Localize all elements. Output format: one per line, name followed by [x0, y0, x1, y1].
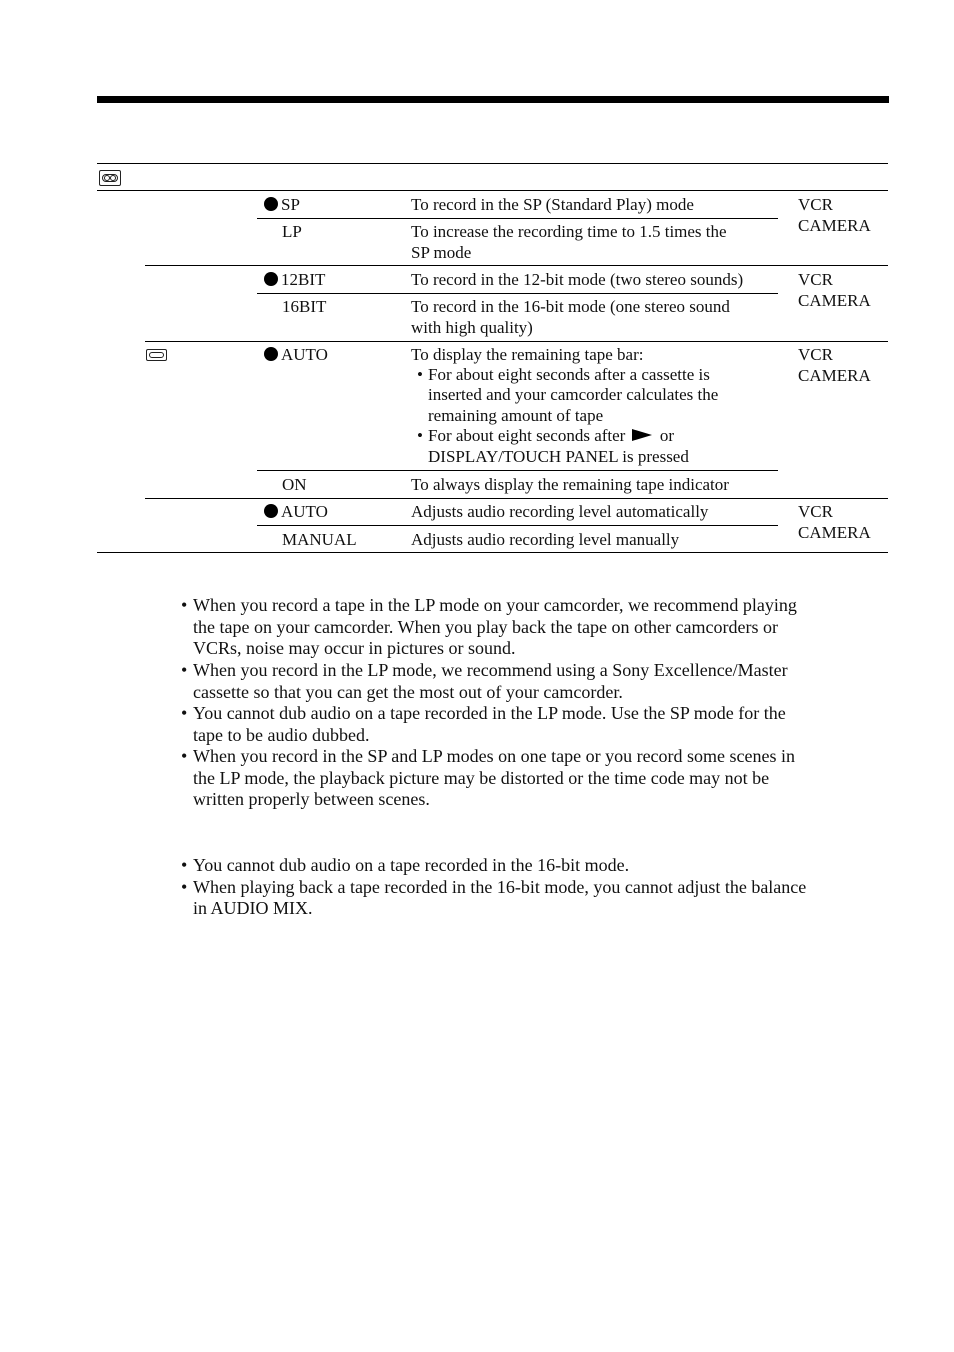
- cassette-icon: [146, 349, 167, 361]
- mode-label: CAMERA: [798, 291, 871, 310]
- option-label: AUTO: [281, 345, 328, 364]
- play-arrow-icon: [632, 429, 652, 441]
- note-line: tape to be audio dubbed.: [193, 725, 370, 745]
- cassette-icon: [99, 170, 121, 186]
- sub-bullet-text: [428, 426, 674, 447]
- option-16bit: 16BIT: [282, 297, 327, 316]
- table-bottom-rule: [97, 552, 888, 553]
- option-desc: To display the remaining tape bar:: [411, 345, 644, 364]
- note-bullet-char: •: [181, 660, 188, 680]
- mode-label: VCR: [798, 502, 833, 521]
- option-desc: To increase the recording time to 1.5 times the: [411, 222, 727, 241]
- option-desc: To always display the remaining tape indicator: [411, 475, 729, 494]
- top-rule: [97, 96, 889, 103]
- option-desc: To record in the 16-bit mode (one stereo sound: [411, 297, 730, 316]
- option-label: AUTO: [281, 502, 328, 521]
- table-rule: [145, 341, 888, 342]
- note-bullet-char: •: [181, 746, 188, 766]
- mode-label: CAMERA: [798, 523, 871, 542]
- sub-bullet-text: DISPLAY/TOUCH PANEL is pressed: [428, 447, 689, 466]
- note-line: You cannot dub audio on a tape recorded in the 16-bit mode.: [193, 855, 630, 875]
- option-auto-audio: [264, 501, 328, 522]
- option-desc: with high quality): [411, 318, 533, 337]
- note-line: You cannot dub audio on a tape recorded in the LP mode. Use the SP mode for the: [193, 703, 786, 723]
- option-label: 12BIT: [281, 270, 326, 289]
- mode-label: VCR: [798, 195, 833, 214]
- sub-bullet-part: For about eight seconds after: [428, 426, 626, 445]
- table-top-rule: [97, 163, 888, 164]
- table-rule: [257, 470, 778, 471]
- option-auto-remain: [264, 344, 328, 365]
- sub-bullet-char: •: [417, 426, 423, 445]
- note-bullet-char: •: [181, 703, 188, 723]
- sub-bullet-part: or: [659, 426, 675, 445]
- note-line: in AUDIO MIX.: [193, 898, 313, 918]
- default-marker-icon: [264, 347, 278, 361]
- mode-label: VCR: [798, 270, 833, 289]
- mode-label: CAMERA: [798, 366, 871, 385]
- option-label: SP: [281, 195, 300, 214]
- note-line: When you record a tape in the LP mode on your camcorder, we recommend playing: [193, 595, 797, 615]
- note-line: the tape on your camcorder. When you play back the tape on other camcorders or: [193, 617, 778, 637]
- option-12bit: [264, 269, 325, 290]
- option-desc: Adjusts audio recording level manually: [411, 530, 680, 549]
- note-line: VCRs, noise may occur in pictures or sound.: [193, 638, 516, 658]
- option-sp: [264, 194, 300, 215]
- option-desc: Adjusts audio recording level automatically: [411, 502, 709, 521]
- option-manual: MANUAL: [282, 530, 357, 549]
- mode-label: CAMERA: [798, 216, 871, 235]
- sub-bullet-text: remaining amount of tape: [428, 406, 604, 425]
- mode-label: VCR: [798, 345, 833, 364]
- table-rule: [257, 218, 778, 219]
- table-rule: [257, 293, 778, 294]
- sub-bullet-text: For about eight seconds after a cassette is: [428, 365, 710, 384]
- default-marker-icon: [264, 272, 278, 286]
- default-marker-icon: [264, 197, 278, 211]
- option-on: ON: [282, 475, 307, 494]
- option-desc: To record in the SP (Standard Play) mode: [411, 195, 694, 214]
- note-line: written properly between scenes.: [193, 789, 430, 809]
- note-line: the LP mode, the playback picture may be distorted or the time code may not be: [193, 768, 770, 788]
- note-line: When you record in the LP mode, we recommend using a Sony Excellence/Master: [193, 660, 788, 680]
- option-desc: SP mode: [411, 243, 472, 262]
- note-bullet-char: •: [181, 877, 188, 897]
- note-line: cassette so that you can get the most out of your camcorder.: [193, 682, 623, 702]
- note-bullet-char: •: [181, 855, 188, 875]
- table-rule: [97, 190, 888, 191]
- option-lp: LP: [282, 222, 302, 241]
- table-rule: [145, 498, 888, 499]
- table-rule: [145, 265, 888, 266]
- default-marker-icon: [264, 504, 278, 518]
- option-desc: To record in the 12-bit mode (two stereo sounds): [411, 270, 744, 289]
- note-line: When you record in the SP and LP modes on one tape or you record some scenes in: [193, 746, 796, 766]
- note-bullet-char: •: [181, 595, 188, 615]
- sub-bullet-char: •: [417, 365, 423, 384]
- table-rule: [257, 525, 778, 526]
- sub-bullet-text: inserted and your camcorder calculates the: [428, 385, 719, 404]
- note-line: When playing back a tape recorded in the 16-bit mode, you cannot adjust the balance: [193, 877, 807, 897]
